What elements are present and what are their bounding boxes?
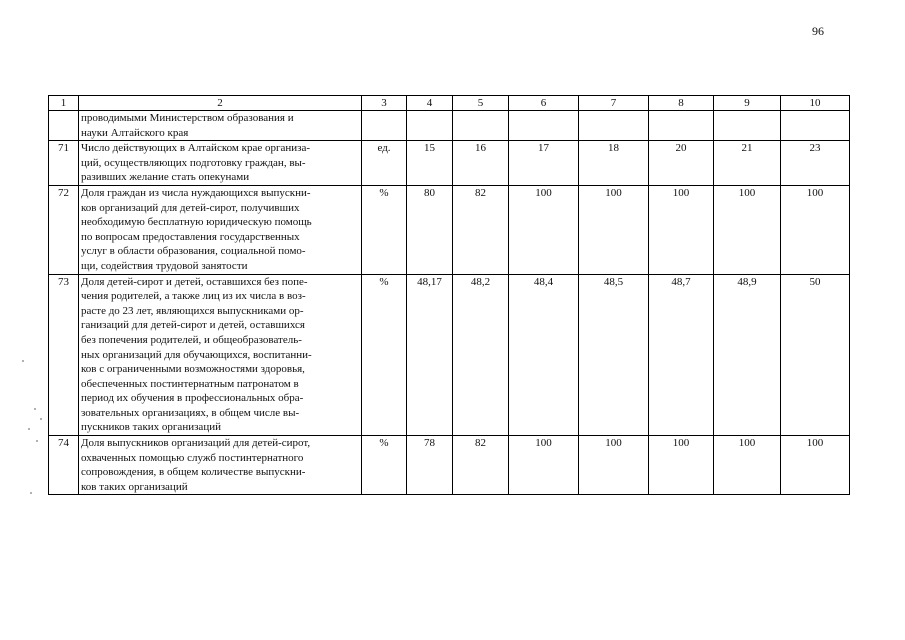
value-cell: 23 <box>781 141 850 186</box>
value-cell: 48,4 <box>509 274 579 436</box>
page-number: 96 <box>812 24 824 38</box>
row-number: 72 <box>49 185 79 274</box>
value-cell: 48,2 <box>453 274 509 436</box>
value-cell: 50 <box>781 274 850 436</box>
indicator-description <box>79 141 362 186</box>
value-cell <box>714 111 781 141</box>
value-cell: 17 <box>509 141 579 186</box>
column-header: 7 <box>579 96 649 111</box>
column-header: 9 <box>714 96 781 111</box>
unit-cell: % <box>362 436 407 495</box>
description-line: ций, осуществляющих подготовку граждан, вы- <box>81 156 306 169</box>
description-line: ганизаций для детей-сирот и детей, оставшихся <box>81 319 305 332</box>
value-cell: 100 <box>579 436 649 495</box>
value-cell: 20 <box>649 141 714 186</box>
scan-speck <box>28 428 30 430</box>
value-cell: 78 <box>407 436 453 495</box>
column-header: 5 <box>453 96 509 111</box>
scan-speck <box>22 360 24 362</box>
column-header: 3 <box>362 96 407 111</box>
description-line: Доля выпускников организаций для детей-сирот, <box>81 437 311 450</box>
value-cell <box>407 111 453 141</box>
scan-speck <box>34 408 36 410</box>
unit-cell: % <box>362 274 407 436</box>
value-cell: 100 <box>714 436 781 495</box>
value-cell: 48,9 <box>714 274 781 436</box>
description-line: обеспеченных постинтернатным патронатом в <box>81 377 299 390</box>
row-number: 73 <box>49 274 79 436</box>
header-row <box>49 96 850 111</box>
column-header: 6 <box>509 96 579 111</box>
description-line: ных организаций для обучающихся, воспитанни- <box>81 348 312 361</box>
description-line: чения родителей, а также лиц из их числа в воз- <box>81 290 306 303</box>
value-cell: 21 <box>714 141 781 186</box>
table-row <box>49 141 850 186</box>
value-cell: 100 <box>649 185 714 274</box>
value-cell: 48,17 <box>407 274 453 436</box>
value-cell: 18 <box>579 141 649 186</box>
description-line: без попечения родителей, и общеобразователь- <box>81 333 302 346</box>
scan-speck <box>40 418 42 420</box>
column-header: 1 <box>49 96 79 111</box>
description-line: Доля граждан из числа нуждающихся выпускни- <box>81 186 311 199</box>
description-line: ков организаций для детей-сирот, получивших <box>81 201 300 214</box>
description-line: щи, содействия трудовой занятости <box>81 259 248 272</box>
column-header: 2 <box>79 96 362 111</box>
row-number: 71 <box>49 141 79 186</box>
description-line: Доля детей-сирот и детей, оставшихся без попе- <box>81 275 308 288</box>
value-cell <box>509 111 579 141</box>
column-header: 4 <box>407 96 453 111</box>
description-line: охваченных помощью служб постинтернатного <box>81 451 304 464</box>
value-cell: 100 <box>649 436 714 495</box>
unit-cell: % <box>362 185 407 274</box>
value-cell: 80 <box>407 185 453 274</box>
column-header: 10 <box>781 96 850 111</box>
value-cell: 100 <box>509 185 579 274</box>
row-number: 74 <box>49 436 79 495</box>
value-cell: 100 <box>714 185 781 274</box>
indicators-table <box>48 95 850 495</box>
value-cell <box>649 111 714 141</box>
value-cell: 100 <box>781 185 850 274</box>
description-line: зовательных организациях, в общем числе вы- <box>81 406 300 419</box>
description-line: по вопросам предоставления государственных <box>81 230 300 243</box>
description-line: разивших желание стать опекунами <box>81 171 250 184</box>
value-cell: 16 <box>453 141 509 186</box>
value-cell: 48,7 <box>649 274 714 436</box>
scan-speck <box>36 440 38 442</box>
value-cell <box>579 111 649 141</box>
value-cell: 100 <box>781 436 850 495</box>
value-cell: 48,5 <box>579 274 649 436</box>
description-line: Число действующих в Алтайском крае организа- <box>81 142 311 155</box>
description-line: ков с ограниченными возможностями здоровья, <box>81 363 305 376</box>
description-line: пускников таких организаций <box>81 421 221 434</box>
row-number <box>49 111 79 141</box>
unit-cell <box>362 111 407 141</box>
description-line: услуг в области образования, социальной помо- <box>81 245 306 258</box>
indicator-description <box>79 436 362 495</box>
indicator-description <box>79 274 362 436</box>
value-cell <box>453 111 509 141</box>
value-cell: 82 <box>453 185 509 274</box>
indicator-description <box>79 185 362 274</box>
value-cell: 100 <box>579 185 649 274</box>
column-header: 8 <box>649 96 714 111</box>
scan-speck <box>30 492 32 494</box>
unit-cell: ед. <box>362 141 407 186</box>
table-row <box>49 185 850 274</box>
description-line: сопровождения, в общем количестве выпускни- <box>81 466 306 479</box>
description-line: науки Алтайского края <box>81 126 189 139</box>
table-row <box>49 111 850 141</box>
value-cell: 100 <box>509 436 579 495</box>
description-line: расте до 23 лет, являющихся выпускниками ор- <box>81 304 304 317</box>
value-cell: 15 <box>407 141 453 186</box>
description-line: проводимыми Министерством образования и <box>81 112 294 124</box>
table-row <box>49 274 850 436</box>
table-row <box>49 436 850 495</box>
description-line: период их обучения в профессиональных обра- <box>81 392 304 405</box>
value-cell: 82 <box>453 436 509 495</box>
indicator-description <box>79 111 362 141</box>
value-cell <box>781 111 850 141</box>
description-line: необходимую бесплатную юридическую помощь <box>81 216 312 229</box>
description-line: ков таких организаций <box>81 480 188 493</box>
